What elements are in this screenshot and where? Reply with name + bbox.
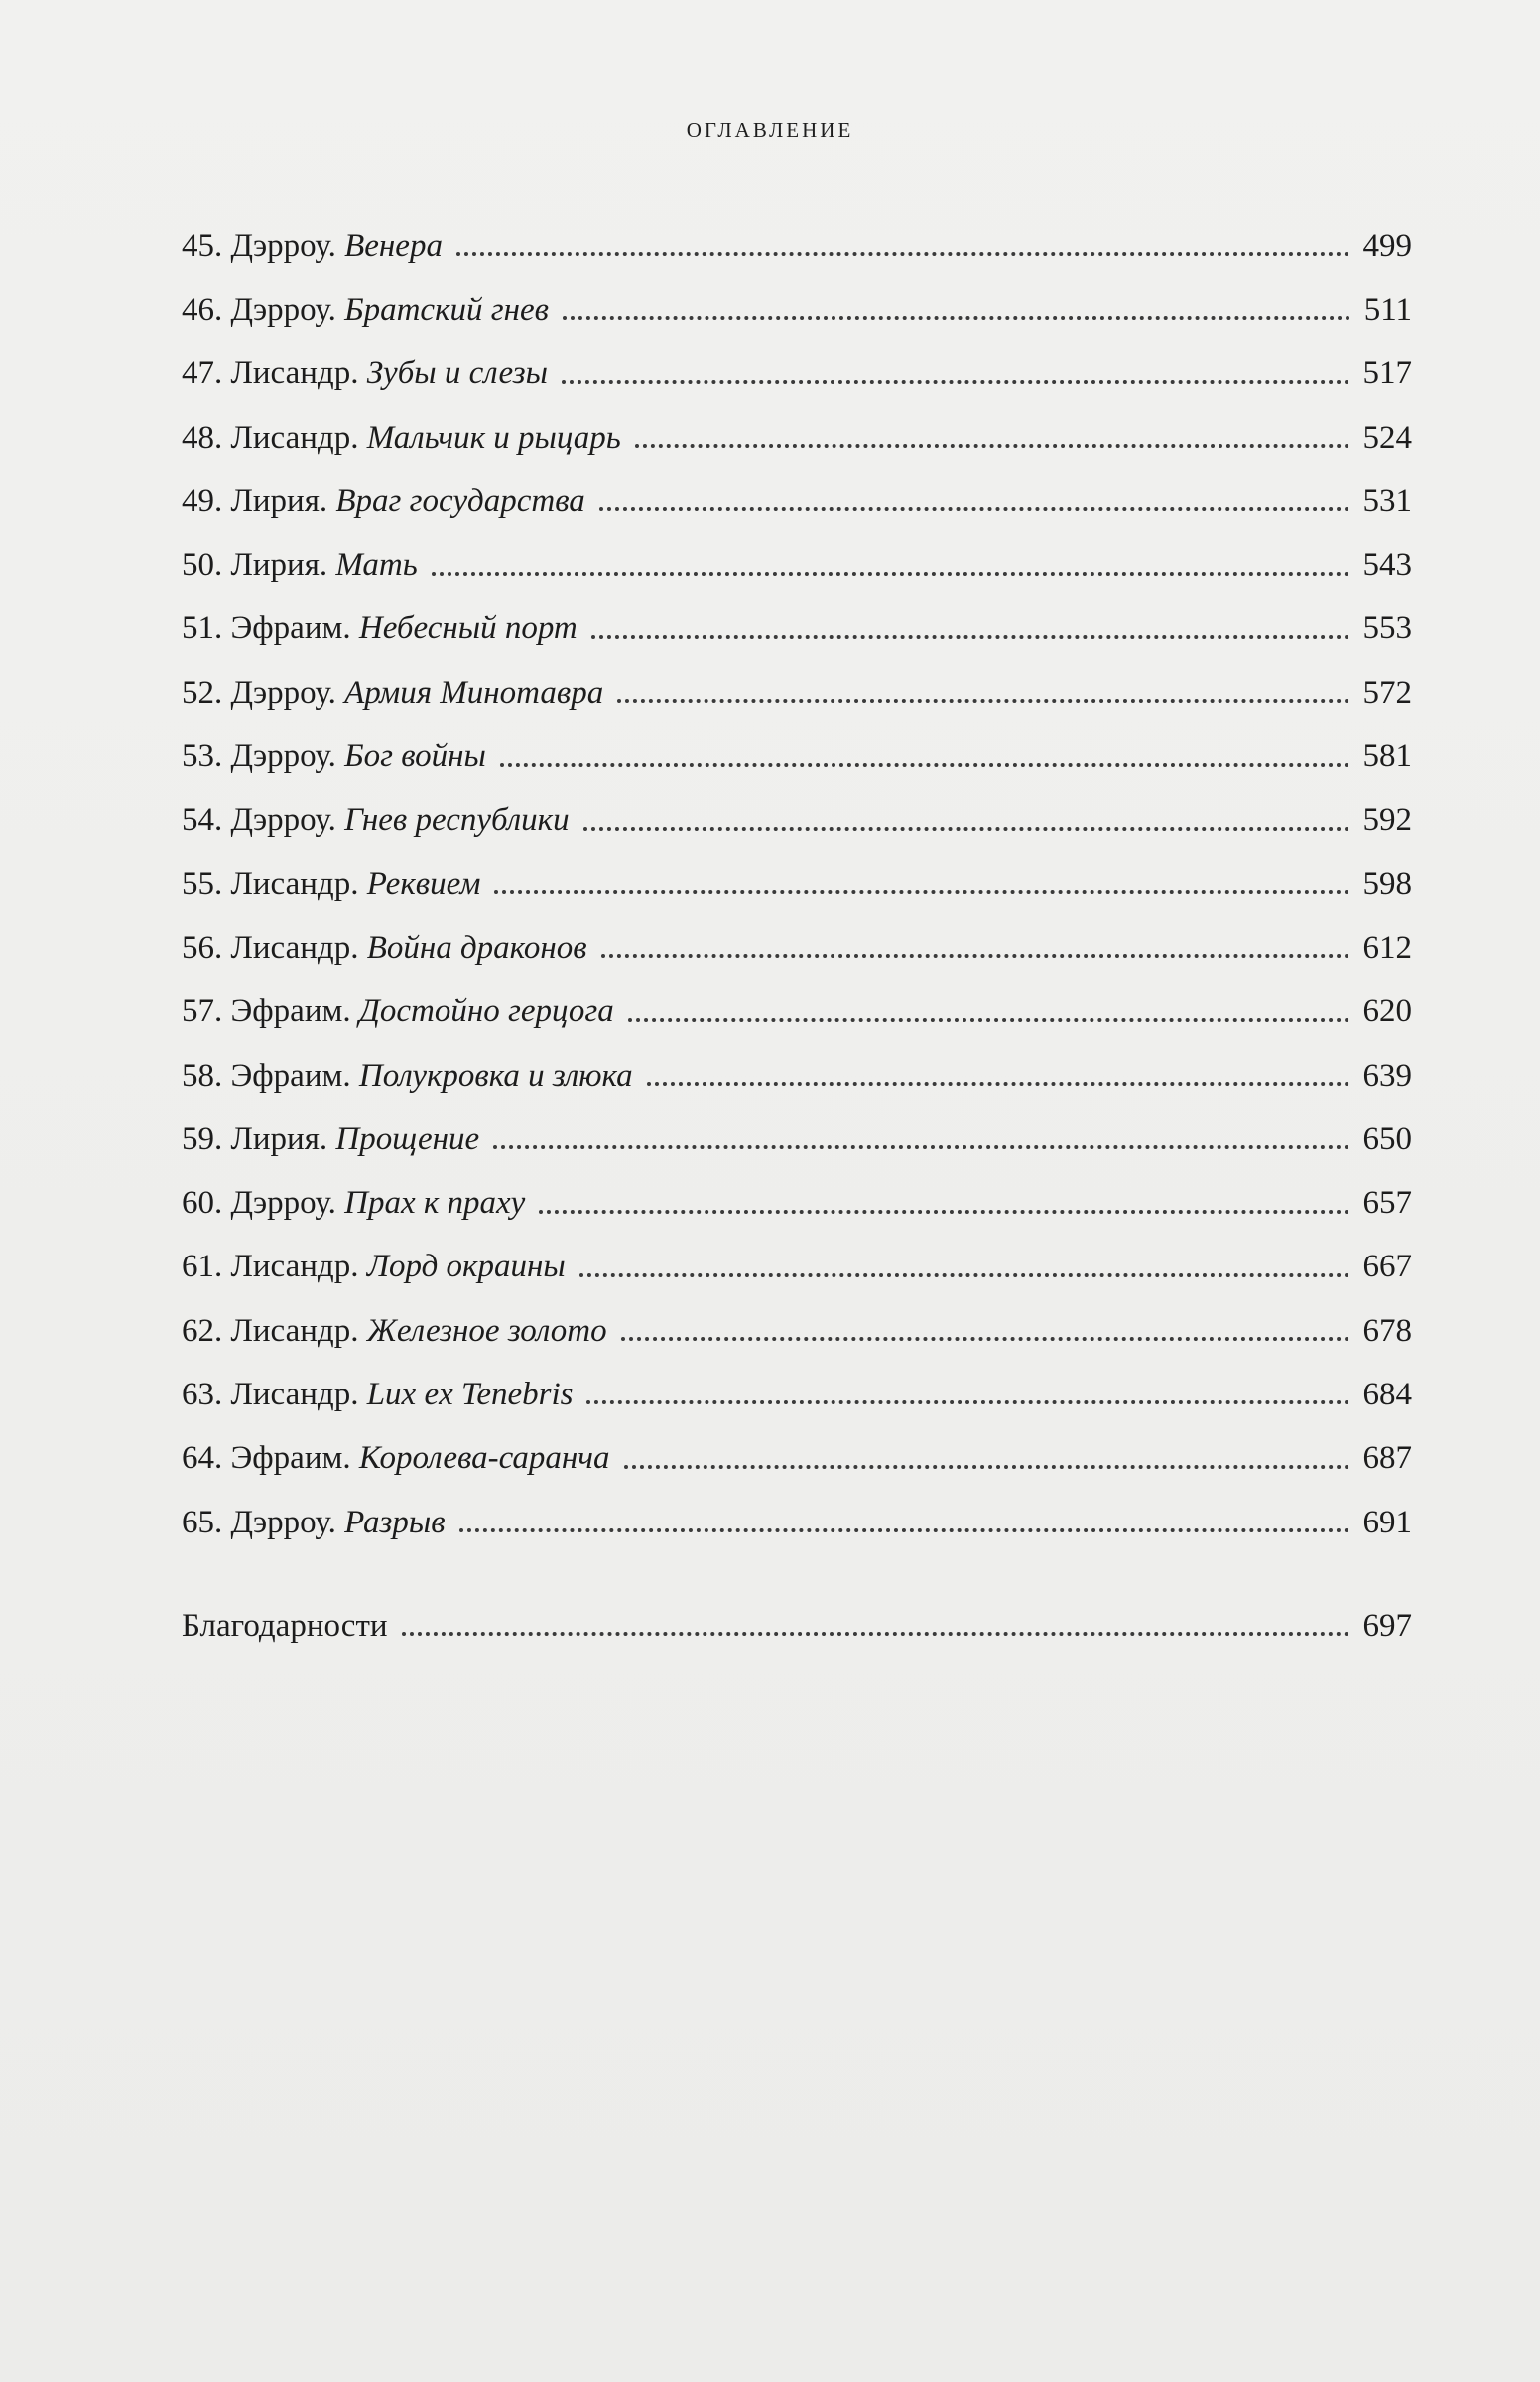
toc-entry-label bbox=[182, 674, 611, 711]
toc-entry-chapter: Прощение bbox=[335, 1121, 480, 1157]
dot-leader bbox=[456, 252, 1349, 256]
dot-leader bbox=[591, 635, 1349, 639]
toc-entry-number: 60. bbox=[182, 1185, 223, 1222]
toc-entry-label bbox=[182, 482, 593, 519]
toc-entry-label bbox=[182, 995, 622, 1028]
toc-entry-number: 62. bbox=[182, 1312, 223, 1349]
toc-entry-number: 57. bbox=[182, 993, 223, 1030]
toc-entry[interactable] bbox=[182, 1427, 1412, 1491]
toc-entry-page: 684 bbox=[1362, 1376, 1412, 1412]
toc-entry-number: 64. bbox=[182, 1440, 223, 1477]
toc-entry-label bbox=[182, 929, 595, 966]
toc-entry-label bbox=[182, 1312, 615, 1349]
toc-entry-label bbox=[182, 612, 585, 645]
toc-entry-label bbox=[182, 1504, 453, 1540]
toc-entry-number: 47. bbox=[182, 355, 223, 392]
toc-entry-number: 58. bbox=[182, 1057, 223, 1094]
toc-entry-page: 687 bbox=[1362, 1440, 1412, 1477]
toc-entry-label bbox=[182, 1442, 618, 1475]
toc-entry-number: 53. bbox=[182, 738, 223, 775]
dot-leader bbox=[432, 572, 1349, 576]
toc-entry-page: 667 bbox=[1362, 1249, 1412, 1285]
dot-leader bbox=[617, 699, 1348, 703]
toc-entry-chapter: Лорд окраины bbox=[366, 1249, 566, 1285]
toc-entry-narrator: Эфраим. bbox=[230, 1057, 351, 1094]
toc-entry-number: 51. bbox=[182, 610, 223, 647]
toc-entry-page: 639 bbox=[1362, 1057, 1412, 1094]
toc-entry-label bbox=[182, 1251, 574, 1283]
toc-entry-chapter: Венера bbox=[344, 227, 443, 264]
toc-entry-label bbox=[182, 804, 578, 837]
toc-entry-narrator: Лирия. bbox=[230, 1121, 328, 1157]
toc-entry[interactable] bbox=[182, 597, 1412, 661]
toc-entry-chapter: Армия Минотавра bbox=[344, 674, 604, 711]
dot-leader bbox=[635, 444, 1349, 448]
toc-entry-chapter: Железное золото bbox=[366, 1312, 607, 1349]
toc-entry[interactable] bbox=[182, 1044, 1412, 1108]
dot-leader bbox=[539, 1210, 1348, 1214]
toc-entry-number: 61. bbox=[182, 1249, 223, 1285]
toc-entry[interactable] bbox=[182, 406, 1412, 469]
section-gap bbox=[182, 1554, 1412, 1594]
toc-entry-number: 52. bbox=[182, 674, 223, 711]
toc-entry-label bbox=[182, 357, 556, 390]
dot-leader bbox=[402, 1632, 1349, 1636]
dot-leader bbox=[624, 1465, 1349, 1469]
toc-entry-narrator: Лирия. bbox=[230, 482, 328, 519]
toc-entry-label bbox=[182, 1121, 487, 1157]
toc-entry[interactable] bbox=[182, 981, 1412, 1044]
toc-entry-narrator: Лисандр. bbox=[230, 1312, 359, 1349]
dot-leader bbox=[563, 316, 1350, 320]
toc-entry-label bbox=[182, 740, 494, 773]
toc-entry-number: 56. bbox=[182, 929, 223, 966]
toc-entry-chapter: Братский гнев bbox=[344, 291, 549, 328]
dot-leader bbox=[628, 1018, 1349, 1022]
toc-entry-chapter: Враг государства bbox=[335, 482, 585, 519]
toc-entry-narrator: Эфраим. bbox=[230, 993, 351, 1030]
toc-entry[interactable] bbox=[182, 1108, 1412, 1171]
toc-entry-label bbox=[182, 1187, 533, 1220]
toc-entry-chapter: Разрыв bbox=[344, 1504, 446, 1540]
toc-entry-page: 650 bbox=[1362, 1121, 1412, 1157]
toc-entry-narrator: Лисандр. bbox=[230, 1249, 359, 1285]
toc-entry-number: 49. bbox=[182, 482, 223, 519]
toc-entry-page: 620 bbox=[1362, 993, 1412, 1030]
toc-entry[interactable] bbox=[182, 853, 1412, 916]
toc-entry-narrator: Лисандр. bbox=[230, 419, 359, 456]
toc-entry-narrator: Дэрроу. bbox=[230, 1185, 336, 1222]
dot-leader bbox=[562, 380, 1349, 384]
toc-entry[interactable] bbox=[182, 1171, 1412, 1235]
toc-entry-narrator: Лисандр. bbox=[230, 865, 359, 902]
toc-entry-chapter: Полукровка и злюка bbox=[358, 1057, 633, 1094]
toc-entry-chapter: Война драконов bbox=[366, 929, 587, 966]
toc-entry-number: 59. bbox=[182, 1121, 223, 1157]
toc-entry-chapter: Lux ex Tenebris bbox=[366, 1376, 574, 1412]
toc-entry-narrator: Лирия. bbox=[230, 547, 328, 584]
toc-entry-narrator: Эфраим. bbox=[230, 610, 351, 647]
toc-entry-chapter: Достойно герцога bbox=[358, 993, 614, 1030]
toc-entry-page: 581 bbox=[1362, 738, 1412, 775]
page-title: оглавление bbox=[686, 111, 854, 144]
toc-entry-page: 524 bbox=[1362, 419, 1412, 456]
toc-entry-chapter: Мальчик и рыцарь bbox=[366, 419, 621, 456]
toc-entry[interactable] bbox=[182, 725, 1412, 788]
toc-entry[interactable] bbox=[182, 1363, 1412, 1426]
toc-entry[interactable] bbox=[182, 1491, 1412, 1554]
toc-entry-page: 511 bbox=[1363, 291, 1412, 328]
toc-entry-label bbox=[182, 419, 629, 456]
toc-entry-acknowledgements[interactable] bbox=[182, 1594, 1412, 1657]
toc-entry-narrator: Дэрроу. bbox=[230, 674, 336, 711]
toc-entry-narrator: Дэрроу. bbox=[230, 1504, 336, 1540]
toc-entry-page: 499 bbox=[1362, 227, 1412, 264]
toc-entry-chapter: Королева-саранча bbox=[358, 1440, 610, 1477]
dot-leader bbox=[647, 1082, 1349, 1086]
dot-leader bbox=[583, 827, 1349, 831]
toc-entry-page: 572 bbox=[1362, 674, 1412, 711]
toc-entry-narrator: Дэрроу. bbox=[230, 802, 336, 839]
toc-entry-page: 517 bbox=[1362, 355, 1412, 392]
dot-leader bbox=[599, 507, 1349, 511]
toc-entry-page: 592 bbox=[1362, 802, 1412, 839]
dot-leader bbox=[459, 1528, 1349, 1532]
toc-entry-page: 553 bbox=[1362, 610, 1412, 647]
toc-entry-chapter: Гнев республики bbox=[344, 802, 570, 839]
dot-leader bbox=[493, 1145, 1348, 1149]
toc-entry[interactable] bbox=[182, 214, 1412, 278]
toc-entry-narrator: Лисандр. bbox=[230, 1376, 359, 1412]
toc-entry-label: Благодарности bbox=[182, 1607, 388, 1644]
dot-leader bbox=[494, 890, 1348, 894]
toc-entry-chapter: Бог войны bbox=[344, 738, 486, 775]
toc-entry-narrator: Дэрроу. bbox=[230, 227, 336, 264]
toc-entry-number: 54. bbox=[182, 802, 223, 839]
toc-entry-number: 45. bbox=[182, 227, 223, 264]
toc-entry-page: 543 bbox=[1362, 547, 1412, 584]
toc-entry[interactable] bbox=[182, 342, 1412, 406]
toc-entry-number: 46. bbox=[182, 291, 223, 328]
toc-entry-number: 48. bbox=[182, 419, 223, 456]
toc-entry-chapter: Зубы и слезы bbox=[366, 355, 548, 392]
toc-entry-narrator: Лисандр. bbox=[230, 929, 359, 966]
toc-entry-label bbox=[182, 1376, 580, 1412]
toc-entry-narrator: Эфраим. bbox=[230, 1440, 351, 1477]
toc-entry[interactable] bbox=[182, 916, 1412, 980]
toc-entry-label bbox=[182, 865, 488, 902]
toc-entry-label bbox=[182, 1057, 641, 1094]
toc-entry-page: 697 bbox=[1362, 1607, 1412, 1644]
toc-entry[interactable] bbox=[182, 789, 1412, 853]
toc-entry-page: 691 bbox=[1362, 1504, 1412, 1540]
toc-entry-number: 50. bbox=[182, 547, 223, 584]
dot-leader bbox=[500, 763, 1349, 767]
toc-entry-narrator: Лисандр. bbox=[230, 355, 359, 392]
toc-entry-page: 678 bbox=[1362, 1312, 1412, 1349]
dot-leader bbox=[621, 1337, 1349, 1341]
toc-entry[interactable] bbox=[182, 1299, 1412, 1363]
toc-entry-page: 531 bbox=[1362, 482, 1412, 519]
toc-entry-narrator: Дэрроу. bbox=[230, 291, 336, 328]
toc-entry[interactable] bbox=[182, 469, 1412, 533]
toc-entry-page: 657 bbox=[1362, 1185, 1412, 1222]
dot-leader bbox=[601, 954, 1349, 958]
toc-entry-number: 63. bbox=[182, 1376, 223, 1412]
toc-entry-chapter: Мать bbox=[335, 547, 418, 584]
toc-entry[interactable] bbox=[182, 278, 1412, 341]
dot-leader bbox=[586, 1400, 1348, 1404]
toc-entry-page: 612 bbox=[1362, 929, 1412, 966]
toc-entry-chapter: Прах к праху bbox=[344, 1185, 526, 1222]
toc-entry[interactable] bbox=[182, 533, 1412, 596]
toc-entry-label bbox=[182, 549, 426, 582]
toc-entry-page: 598 bbox=[1362, 865, 1412, 902]
toc-entry-narrator: Дэрроу. bbox=[230, 738, 336, 775]
toc-entry[interactable] bbox=[182, 661, 1412, 725]
toc-entry-chapter: Небесный порт bbox=[358, 610, 578, 647]
toc-entry-label bbox=[182, 227, 450, 264]
toc-entry-number: 65. bbox=[182, 1504, 223, 1540]
toc-entry-label bbox=[182, 291, 557, 328]
toc-entry[interactable] bbox=[182, 1236, 1412, 1299]
toc-entry-number: 55. bbox=[182, 865, 223, 902]
dot-leader bbox=[579, 1273, 1349, 1277]
table-of-contents bbox=[182, 214, 1412, 1658]
toc-entry-chapter: Реквием bbox=[366, 865, 481, 902]
